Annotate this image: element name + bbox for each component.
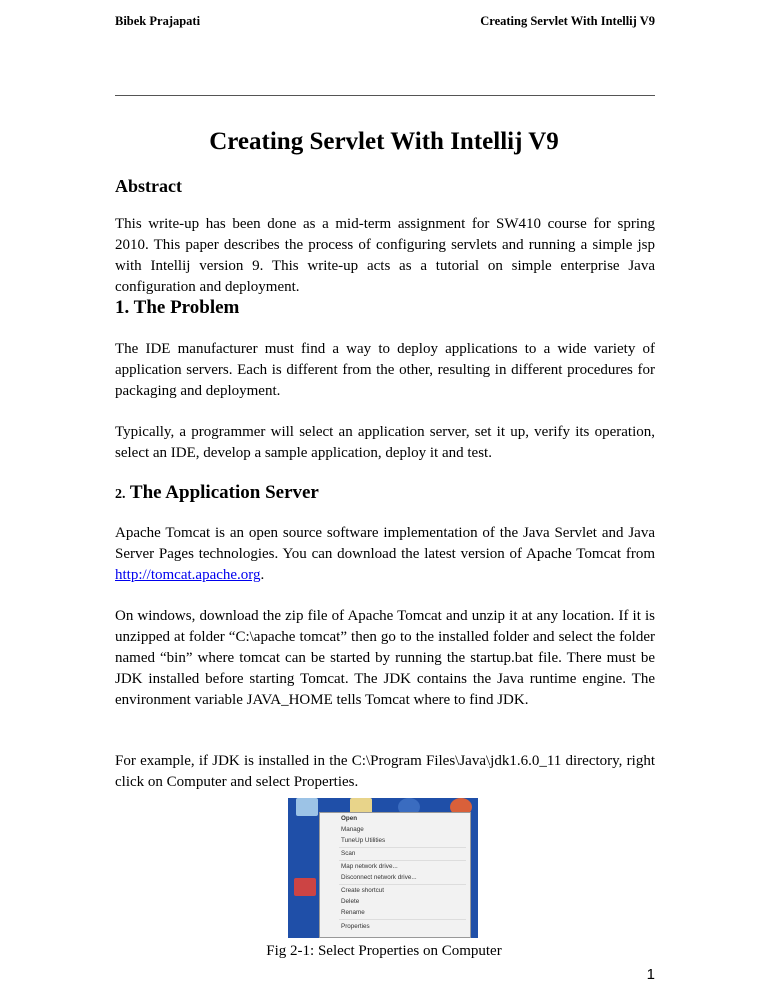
header-rule	[115, 95, 655, 96]
menu-separator	[339, 884, 466, 885]
program-icon	[294, 878, 316, 896]
page-number: 1	[646, 966, 655, 983]
section1-p1: The IDE manufacturer must find a way to deploy applications to a wide variety of application servers. Each is different from the other, resulting in different procedures for packaging and deployment.	[115, 341, 655, 399]
abstract-heading: Abstract	[115, 176, 182, 196]
menu-item-properties: Properties	[341, 923, 370, 930]
section2-title: The Application Server	[129, 482, 319, 503]
header-author: Bibek Prajapati	[115, 14, 201, 28]
section2-p1-text: Apache Tomcat is an open source software implementation of the Java Servlet and Java Server Pages technologies. You can download the latest version of Apache Tomcat from	[115, 525, 655, 562]
page-title: Creating Servlet With Intellij V9	[209, 128, 559, 155]
menu-item-delete: Delete	[341, 898, 360, 905]
section2-heading	[115, 482, 319, 504]
menu-separator	[339, 919, 466, 920]
tomcat-link[interactable]: http://tomcat.apache.org	[115, 567, 261, 583]
period: .	[260, 567, 265, 583]
menu-item-scan: Scan	[341, 850, 356, 857]
section1-heading: 1. The Problem	[115, 297, 240, 318]
menu-item-open: Open	[341, 815, 358, 822]
menu-separator	[339, 847, 466, 848]
section1-p2: Typically, a programmer will select an application server, set it up, verify its operation, select an IDE, develop a sample application, deploy it and test.	[115, 424, 655, 461]
menu-item-rename: Rename	[341, 909, 365, 916]
header-doc-title: Creating Servlet With Intellij V9	[480, 14, 655, 28]
figure-screenshot	[288, 798, 478, 938]
abstract-text: This write-up has been done as a mid-term assignment for SW410 course for spring 2010. This paper describes the process of configuring servlets and running a simple jsp with Intellij version 9. This write-up acts as a tutorial on simple enterprise Java configuration and deployment.	[115, 216, 655, 295]
figure-caption: Fig 2-1: Select Properties on Computer	[266, 943, 502, 959]
computer-icon	[296, 798, 318, 816]
menu-item-manage: Manage	[341, 826, 364, 833]
context-menu	[319, 812, 471, 938]
section2-number: 2.	[115, 487, 126, 502]
menu-item-map-drive: Map network drive...	[341, 863, 398, 870]
menu-item-tuneup: TuneUp Utilities	[341, 837, 386, 844]
menu-item-disconnect-drive: Disconnect network drive...	[341, 874, 417, 881]
menu-separator	[339, 860, 466, 861]
section2-p1	[115, 523, 655, 586]
section2-p2: On windows, download the zip file of Apache Tomcat and unzip it at any location. If it is unzipped at folder “C:\apache tomcat” then go to the installed folder and select the folder named “bin” where tomcat can be started by running the startup.bat file. There must be JDK installed before starting Tomcat. The JDK contains the Java runtime engine. The environment variable JAVA_HOME tells Tomcat where to find JDK.	[115, 608, 655, 708]
menu-item-create-shortcut: Create shortcut	[341, 887, 385, 894]
section2-p3: For example, if JDK is installed in the C:\Program Files\Java\jdk1.6.0_11 directory, right click on Computer and select Properties.	[115, 753, 655, 790]
